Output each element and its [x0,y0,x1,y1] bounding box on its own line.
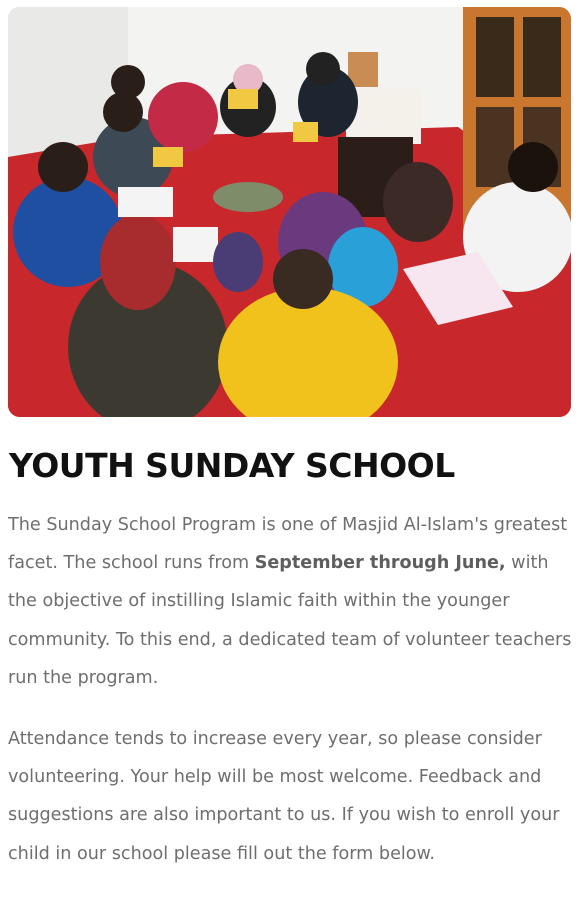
classroom-photo-illustration [8,7,571,417]
page-title: YOUTH SUNDAY SCHOOL [9,446,455,485]
intro-paragraph-lead: The Sunday School Program is one of Masjid Al-Islam's greatest facet. The school runs from [8,515,568,574]
classroom-photo [8,7,571,417]
attendance-paragraph: Attendance tends to increase every year, so please consider volunteering. Your help will be most welcome. Feedback and suggestions are also important to us. If you wish to enroll your child in our school please fill out the form below. [8,729,560,864]
intro-paragraph-bold: September through June, [254,553,506,574]
intro-paragraph [8,506,574,697]
intro-paragraph-tail: with the objective of instilling Islamic faith within the younger community. To this end, a dedicated team of volunteer teachers run the program. [8,553,572,688]
